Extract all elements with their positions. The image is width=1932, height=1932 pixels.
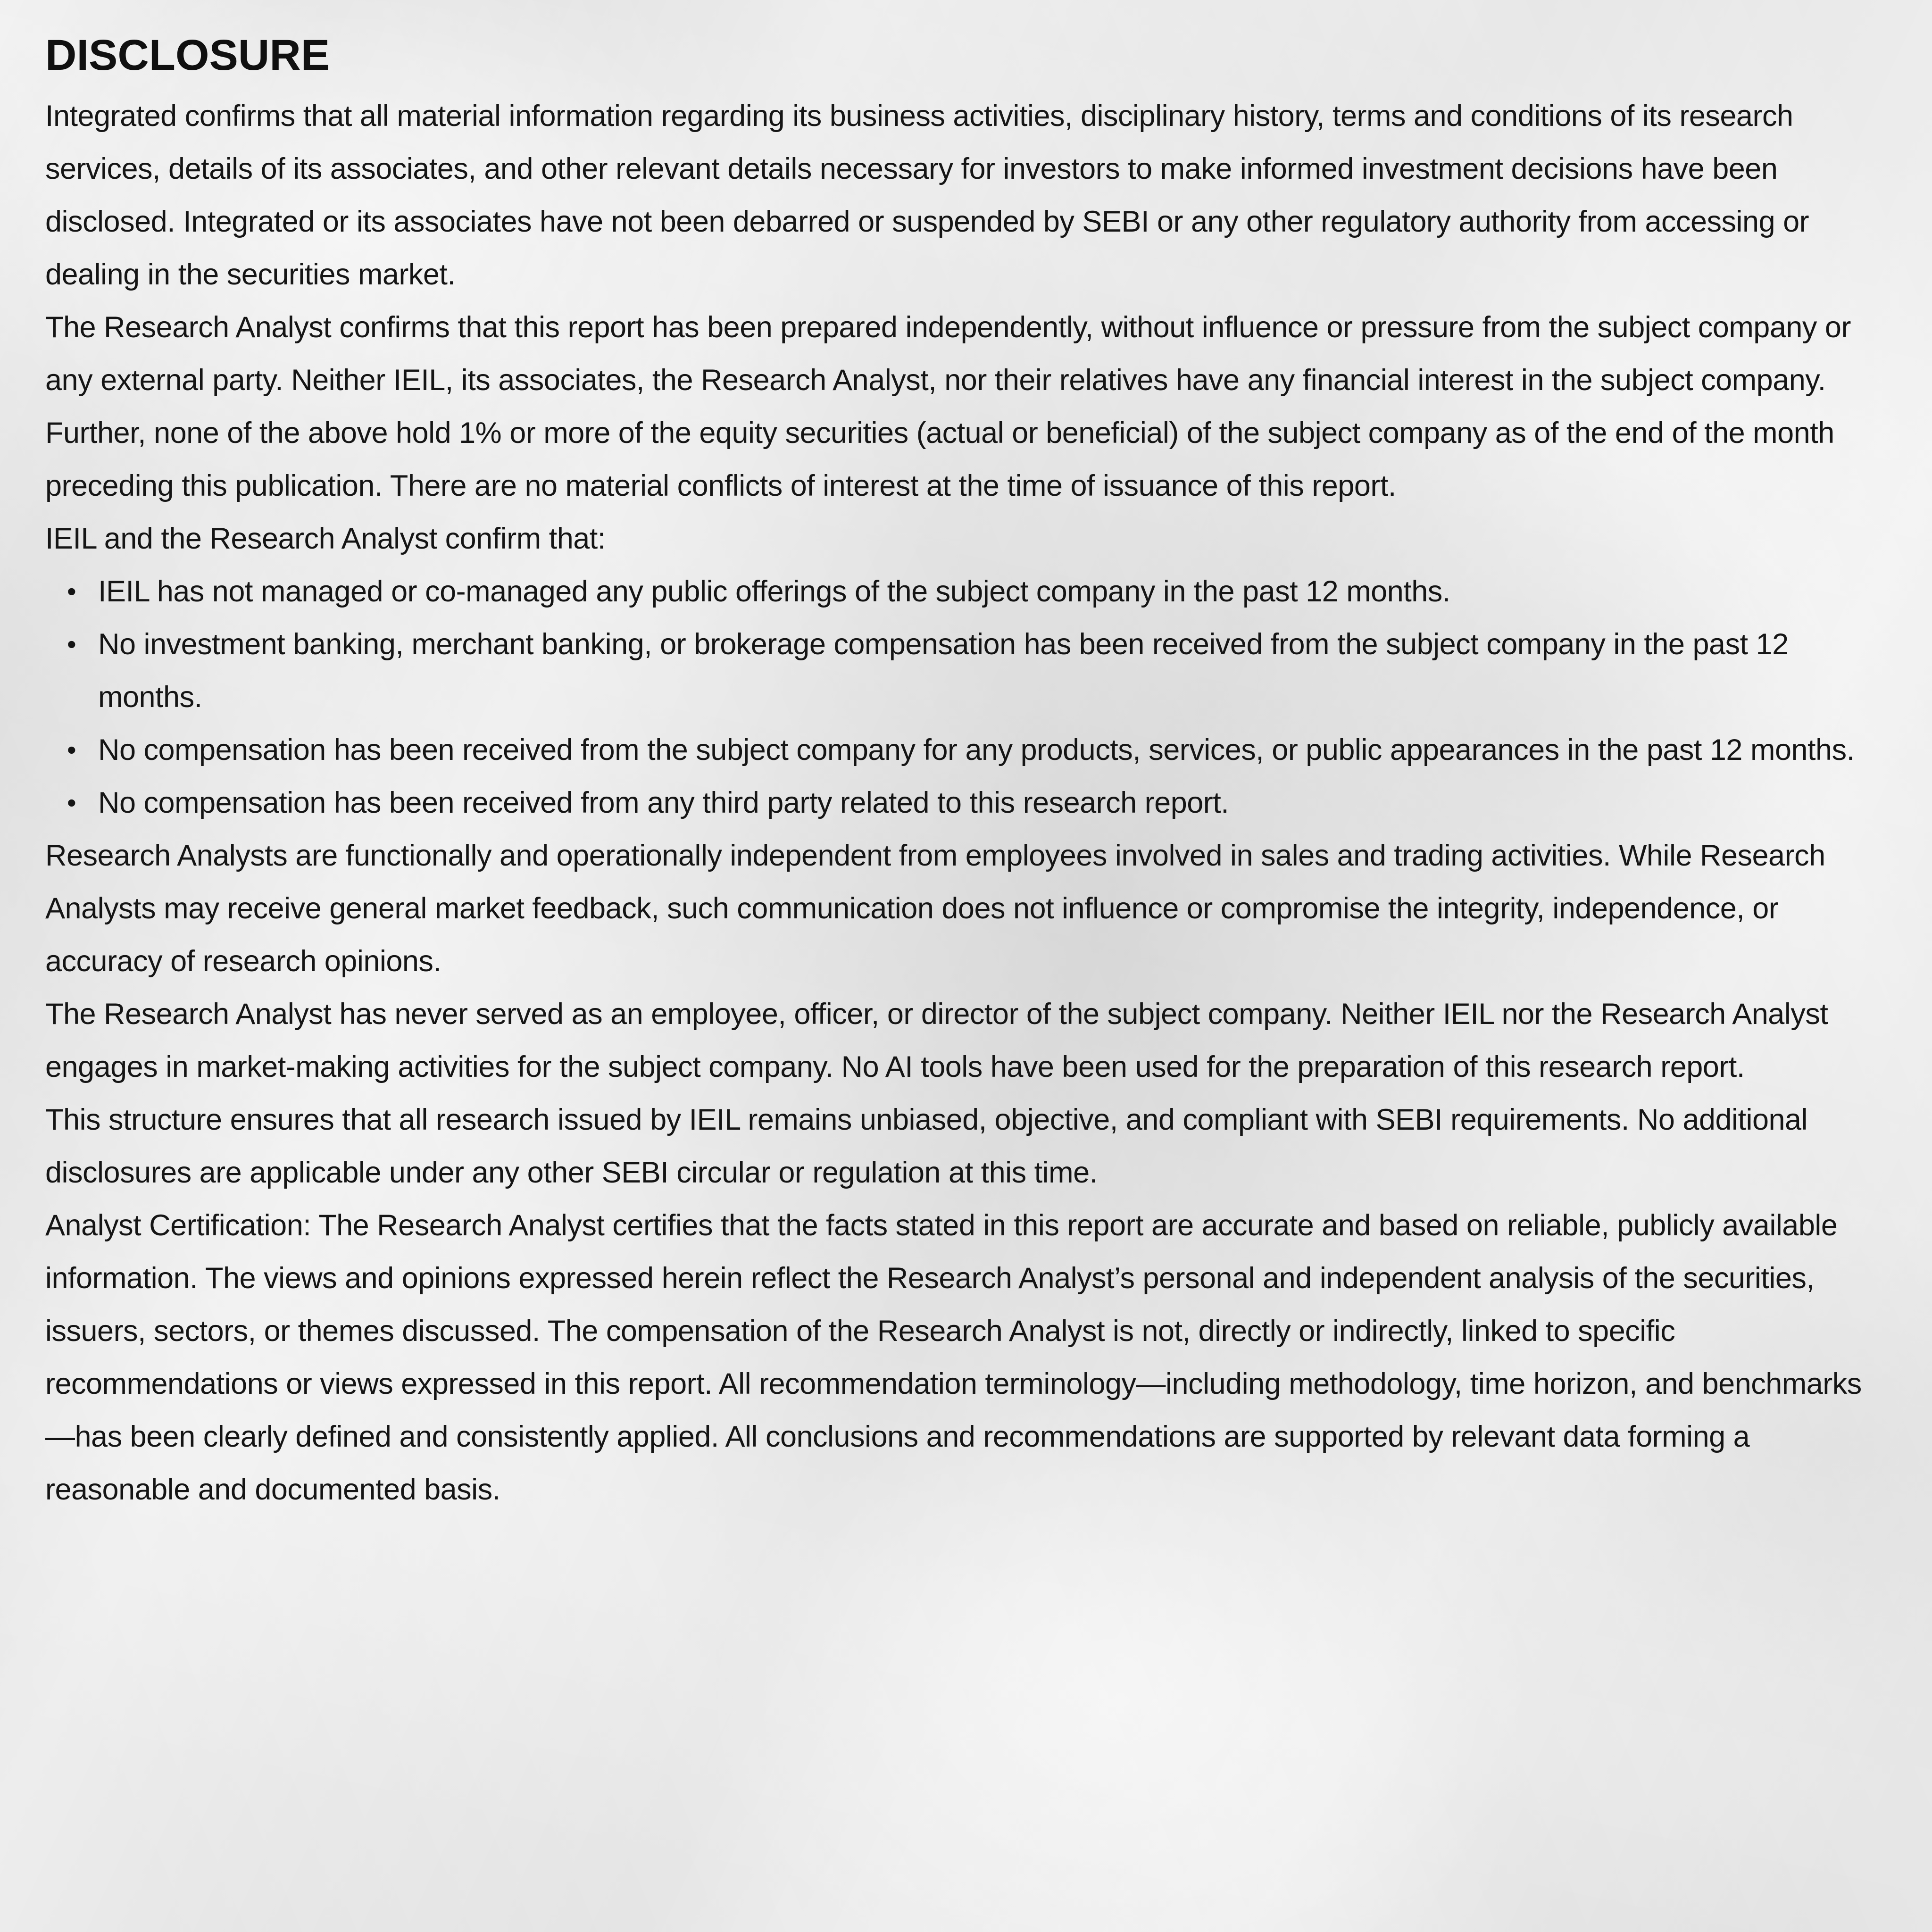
list-lead-in: IEIL and the Research Analyst confirm that: <box>45 522 606 555</box>
page-title: DISCLOSURE <box>45 31 330 79</box>
paragraph-functional-independence: Research Analysts are functionally and operationally independent from employees involved in sales and trading activities. While Research Analysts may receive general market feedback, such communication does not influence or compromise the integrity, independence, or accuracy of research opinions. <box>45 839 1825 978</box>
list-item <box>45 618 1887 724</box>
list-item <box>45 565 1887 618</box>
paragraph-intro: Integrated confirms that all material information regarding its business activities, disciplinary history, terms and conditions of its research services, details of its associates, and other relevant details necessary for investors to make informed investment decisions have been disclosed. Integrated or its associates have not been debarred or suspended by SEBI or any other regulatory authority from accessing or dealing in the securities market. <box>45 100 1809 291</box>
paragraph-structure: This structure ensures that all research issued by IEIL remains unbiased, objective, and compliant with SEBI requirements. No additional disclosures are applicable under any other SEBI circular or regulation at this time. <box>45 1103 1808 1189</box>
list-item-text: No investment banking, merchant banking, or brokerage compensation has been received from the subject company in the past 12 months. <box>98 628 1789 714</box>
list-item-text: No compensation has been received from any third party related to this research report. <box>98 786 1229 819</box>
list-item-text: No compensation has been received from the subject company for any products, services, or public appearances in the past 12 months. <box>98 733 1855 766</box>
disclosure-body <box>45 90 1887 1516</box>
paragraph-no-employment: The Research Analyst has never served as an employee, officer, or director of the subject company. Neither IEIL nor the Research Analyst engages in market-making activities for the subject company. No AI tools have been used for the preparation of this research report. <box>45 998 1828 1083</box>
confirmation-list <box>45 565 1887 829</box>
paragraph-independence: The Research Analyst confirms that this report has been prepared independently, without influence or pressure from the subject company or any external party. Neither IEIL, its associates, the Research Analyst, nor their relatives have any financial interest in the subject company. Further, none of the above hold 1% or more of the equity securities (actual or beneficial) of the subject company as of the end of the month preceding this publication. There are no material conflicts of interest at the time of issuance of this report. <box>45 311 1851 502</box>
bullet-icon: • <box>67 788 76 817</box>
bullet-icon: • <box>67 576 76 606</box>
paragraph-certification: Analyst Certification: The Research Analyst certifies that the facts stated in this report are accurate and based on reliable, publicly available information. The views and opinions expressed herein reflect the Research Analyst’s personal and independent analysis of the securities, issuers, sectors, or themes discussed. The compensation of the Research Analyst is not, directly or indirectly, linked to specific recommendations or views expressed in this report. All recommendation terminology—including methodology, time horizon, and benchmarks—has been clearly defined and consistently applied. All conclusions and recommendations are supported by relevant data forming a reasonable and documented basis. <box>45 1209 1862 1506</box>
list-item-text: IEIL has not managed or co-managed any public offerings of the subject company in the past 12 months. <box>98 575 1450 608</box>
bullet-icon: • <box>67 629 76 659</box>
list-item <box>45 724 1887 776</box>
list-item <box>45 776 1887 829</box>
bullet-icon: • <box>67 735 76 765</box>
